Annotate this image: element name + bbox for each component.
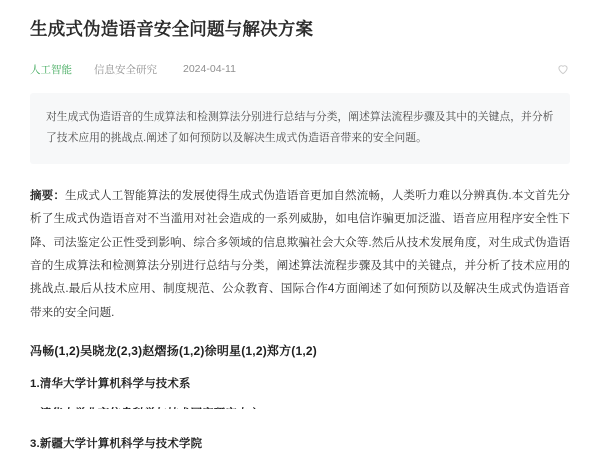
affiliation-item: 3.新疆大学计算机科学与技术学院 <box>30 438 203 451</box>
abstract-paragraph <box>30 184 570 324</box>
article-meta <box>30 62 570 77</box>
tag-label[interactable]: 人工智能 <box>30 63 72 76</box>
summary-box: 对生成式伪造语音的生成算法和检测算法分别进行总结与分类，阐述算法流程步骤及其中的关键点，并分析了技术应用的挑战点.阐述了如何预防以及解决生成式伪造语音带来的安全问题。 <box>30 93 570 164</box>
page-title: 生成式伪造语音安全问题与解决方案 <box>30 19 314 39</box>
publish-date: 2024-04-11 <box>183 63 236 76</box>
authors-line: 冯畅(1,2)吴晓龙(2,3)赵熠扬(1,2)徐明星(1,2)郑方(1,2) <box>30 344 317 359</box>
heart-icon[interactable] <box>556 62 570 76</box>
abstract-label: 摘要： <box>30 188 66 202</box>
bottom-fade <box>0 409 600 419</box>
category-label[interactable]: 信息安全研究 <box>94 63 157 76</box>
affiliation-item: 1.清华大学计算机科学与技术系 <box>30 378 191 391</box>
abstract-text: 生成式人工智能算法的发展使得生成式伪造语音更加自然流畅，人类听力难以分辨真伪.本文首先分析了生成式伪造语音对不当滥用对社会造成的一系列威胁，如电信诈骗更加泛滥、语音应用程序安全性下降、司法鉴定公正性受到影响、综合多领域的信息欺骗社会大众等.然后从技术发展角度，对生成式伪造语音的生成算法和检测算法分别进行总结与分类，阐述算法流程步骤及其中的关键点，并分析了技术应用的挑战点.最后从技术应用、制度规范、公众教育、国际合作4方面阐述了如何预防以及解决生成式伪造语音带来的安全问题. <box>30 188 570 319</box>
